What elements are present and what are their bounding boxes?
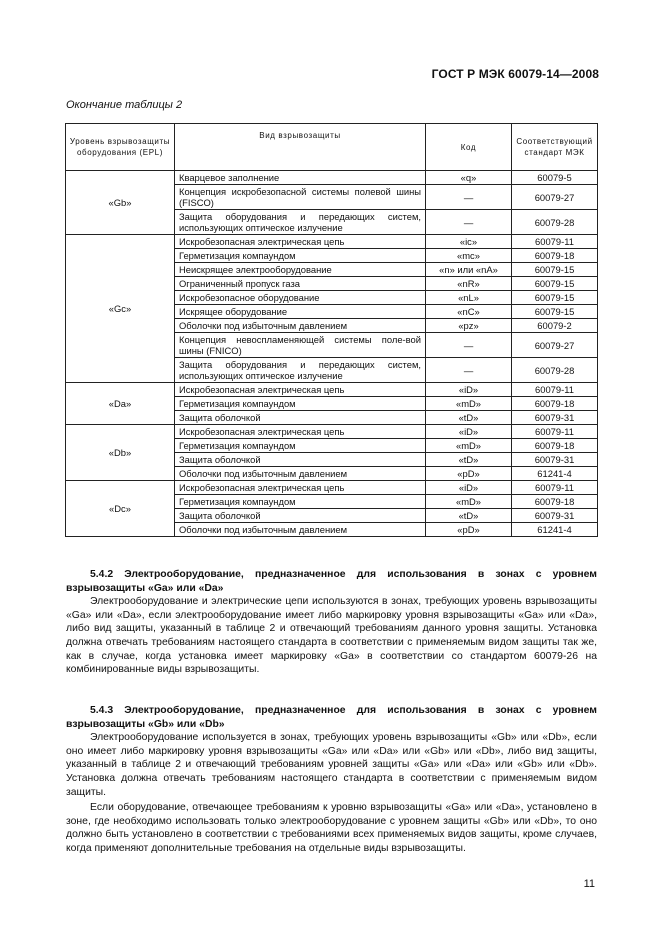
cell-iec-standard: 60079-31 [512, 509, 598, 523]
cell-protection-level: «Db» [66, 425, 175, 481]
cell-iec-standard: 61241-4 [512, 523, 598, 537]
cell-code: — [426, 358, 512, 383]
cell-protection-level: «Gb» [66, 171, 175, 235]
table-caption: Окончание таблицы 2 [66, 99, 183, 111]
cell-code: «nL» [426, 291, 512, 305]
cell-protection-type: Защита оболочкой [175, 411, 426, 425]
cell-code: «tD» [426, 411, 512, 425]
cell-iec-standard: 60079-18 [512, 249, 598, 263]
cell-code: «nC» [426, 305, 512, 319]
cell-protection-type: Искрящее оборудование [175, 305, 426, 319]
cell-protection-type: Защита оболочкой [175, 509, 426, 523]
cell-iec-standard: 60079-2 [512, 319, 598, 333]
cell-iec-standard: 60079-11 [512, 383, 598, 397]
cell-code: «nR» [426, 277, 512, 291]
cell-code: «pD» [426, 523, 512, 537]
cell-iec-standard: 60079-11 [512, 425, 598, 439]
cell-protection-type: Искробезопасная электрическая цепь [175, 383, 426, 397]
cell-protection-type: Ограниченный пропуск газа [175, 277, 426, 291]
section-heading: 5.4.3 Электрооборудование, предназначенное для использования в зонах с уровнем взрывозащиты «Gb» или «Db» [66, 705, 597, 730]
section-heading: 5.4.2 Электрооборудование, предназначенное для использования в зонах с уровнем взрывозащиты «Ga» или «Da» [66, 569, 597, 594]
cell-iec-standard: 60079-15 [512, 291, 598, 305]
table-row [66, 171, 598, 185]
cell-iec-standard: 60079-15 [512, 263, 598, 277]
cell-protection-type: Неискрящее электрооборудование [175, 263, 426, 277]
cell-protection-type: Герметизация компаундом [175, 495, 426, 509]
cell-protection-type: Оболочки под избыточным давлением [175, 467, 426, 481]
cell-protection-level: «Da» [66, 383, 175, 425]
cell-protection-type: Концепция искробезопасной системы полевой шины (FISCO) [175, 185, 426, 210]
cell-iec-standard: 61241-4 [512, 467, 598, 481]
cell-code: «mD» [426, 397, 512, 411]
cell-iec-standard: 60079-28 [512, 210, 598, 235]
cell-code: — [426, 185, 512, 210]
cell-protection-type: Защита оборудования и передающих систем, использующих оптическое излучение [175, 358, 426, 383]
cell-protection-level: «Dc» [66, 481, 175, 537]
cell-protection-type: Кварцевое заполнение [175, 171, 426, 185]
cell-code: — [426, 210, 512, 235]
cell-protection-type: Защита оборудования и передающих систем, использующих оптическое излучение [175, 210, 426, 235]
cell-protection-type: Защита оболочкой [175, 453, 426, 467]
table-row [66, 481, 598, 495]
cell-iec-standard: 60079-15 [512, 277, 598, 291]
cell-code: «tD» [426, 453, 512, 467]
cell-code: «iD» [426, 425, 512, 439]
cell-code: «mD» [426, 439, 512, 453]
table-row [66, 235, 598, 249]
table-body [66, 171, 598, 537]
column-header-code: Код [426, 124, 512, 171]
cell-code: — [426, 333, 512, 358]
cell-code: «iD» [426, 481, 512, 495]
cell-code: «tD» [426, 509, 512, 523]
cell-code: «pD» [426, 467, 512, 481]
section-paragraph: Электрооборудование используется в зонах, требующих уровень взрывозащиты «Gb» или «Db», если оно имеет либо маркировку уровня взрывозащиты «Ga» или «Da» или «Gb» или «Db», либо вид защиты, указанный в таблице 2 и отвечающий требованиям уровней защиты «Ga» или «Da» или «Gb» или «Db». Установка должна отвечать требованиям настоящего стандарта в соответствии с применяемым видом защиты. [66, 732, 597, 798]
cell-iec-standard: 60079-11 [512, 235, 598, 249]
page-number: 11 [583, 878, 595, 890]
cell-protection-type: Оболочки под избыточным давлением [175, 523, 426, 537]
cell-iec-standard: 60079-18 [512, 495, 598, 509]
cell-iec-standard: 60079-27 [512, 185, 598, 210]
table-row [66, 383, 598, 397]
cell-protection-level: «Gc» [66, 235, 175, 383]
cell-iec-standard: 60079-5 [512, 171, 598, 185]
cell-iec-standard: 60079-15 [512, 305, 598, 319]
cell-iec-standard: 60079-18 [512, 439, 598, 453]
column-header-level: Уровень взрывозащиты оборудования (EPL) [66, 124, 175, 171]
cell-code: «mc» [426, 249, 512, 263]
cell-iec-standard: 60079-27 [512, 333, 598, 358]
section-5-4-3 [66, 704, 597, 856]
cell-protection-type: Искробезопасная электрическая цепь [175, 481, 426, 495]
cell-iec-standard: 60079-11 [512, 481, 598, 495]
table-header-row [66, 124, 598, 171]
protection-types-table [65, 123, 598, 537]
cell-iec-standard: 60079-28 [512, 358, 598, 383]
cell-code: «mD» [426, 495, 512, 509]
cell-protection-type: Концепция невоспламеняющей системы поле-вой шины (FNICO) [175, 333, 426, 358]
section-paragraph: Электрооборудование и электрические цепи используются в зонах, требующих уровень взрывозащиты «Ga» или «Da», если электрооборудование имеет либо маркировку уровня взрывозащиты «Ga» или «Da», либо вид защиты, указанный в таблице 2 и отвечающий требованиям данного уровня защиты. Установка должна отвечать требованиям настоящего стандарта в соответствии с применяемым видом защиты так же, как в случае, когда установка имеет маркировку «Ga» в соответствии со стандартом 60079-26 на комбинированные виды взрывозащиты. [66, 596, 597, 676]
cell-code: «q» [426, 171, 512, 185]
column-header-type: Вид взрывозащиты [175, 124, 426, 171]
cell-code: «iD» [426, 383, 512, 397]
cell-protection-type: Герметизация компаундом [175, 249, 426, 263]
cell-protection-type: Искробезопасное оборудование [175, 291, 426, 305]
cell-code: «n» или «nA» [426, 263, 512, 277]
cell-iec-standard: 60079-31 [512, 411, 598, 425]
section-5-4-2 [66, 568, 597, 677]
section-paragraph: Если оборудование, отвечающее требованиям к уровню взрывозащиты «Ga» или «Da», установлено в зоне, где необходимо использовать только электрооборудование с уровнем защиты «Gb» или «Db», то оно должно быть установлено в соответствии с требованиями всех применяемых видов защиты, кроме случаев, когда применяют дополнительные требования на отдельные виды взрывозащиты. [66, 802, 597, 854]
cell-protection-type: Искробезопасная электрическая цепь [175, 425, 426, 439]
cell-protection-type: Оболочки под избыточным давлением [175, 319, 426, 333]
column-header-standard: Соответствующий стандарт МЭК [512, 124, 598, 171]
cell-iec-standard: 60079-31 [512, 453, 598, 467]
document-code: ГОСТ Р МЭК 60079-14—2008 [431, 67, 599, 81]
cell-protection-type: Искробезопасная электрическая цепь [175, 235, 426, 249]
cell-iec-standard: 60079-18 [512, 397, 598, 411]
cell-code: «ic» [426, 235, 512, 249]
cell-protection-type: Герметизация компаундом [175, 439, 426, 453]
cell-code: «pz» [426, 319, 512, 333]
table-row [66, 425, 598, 439]
cell-protection-type: Герметизация компаундом [175, 397, 426, 411]
